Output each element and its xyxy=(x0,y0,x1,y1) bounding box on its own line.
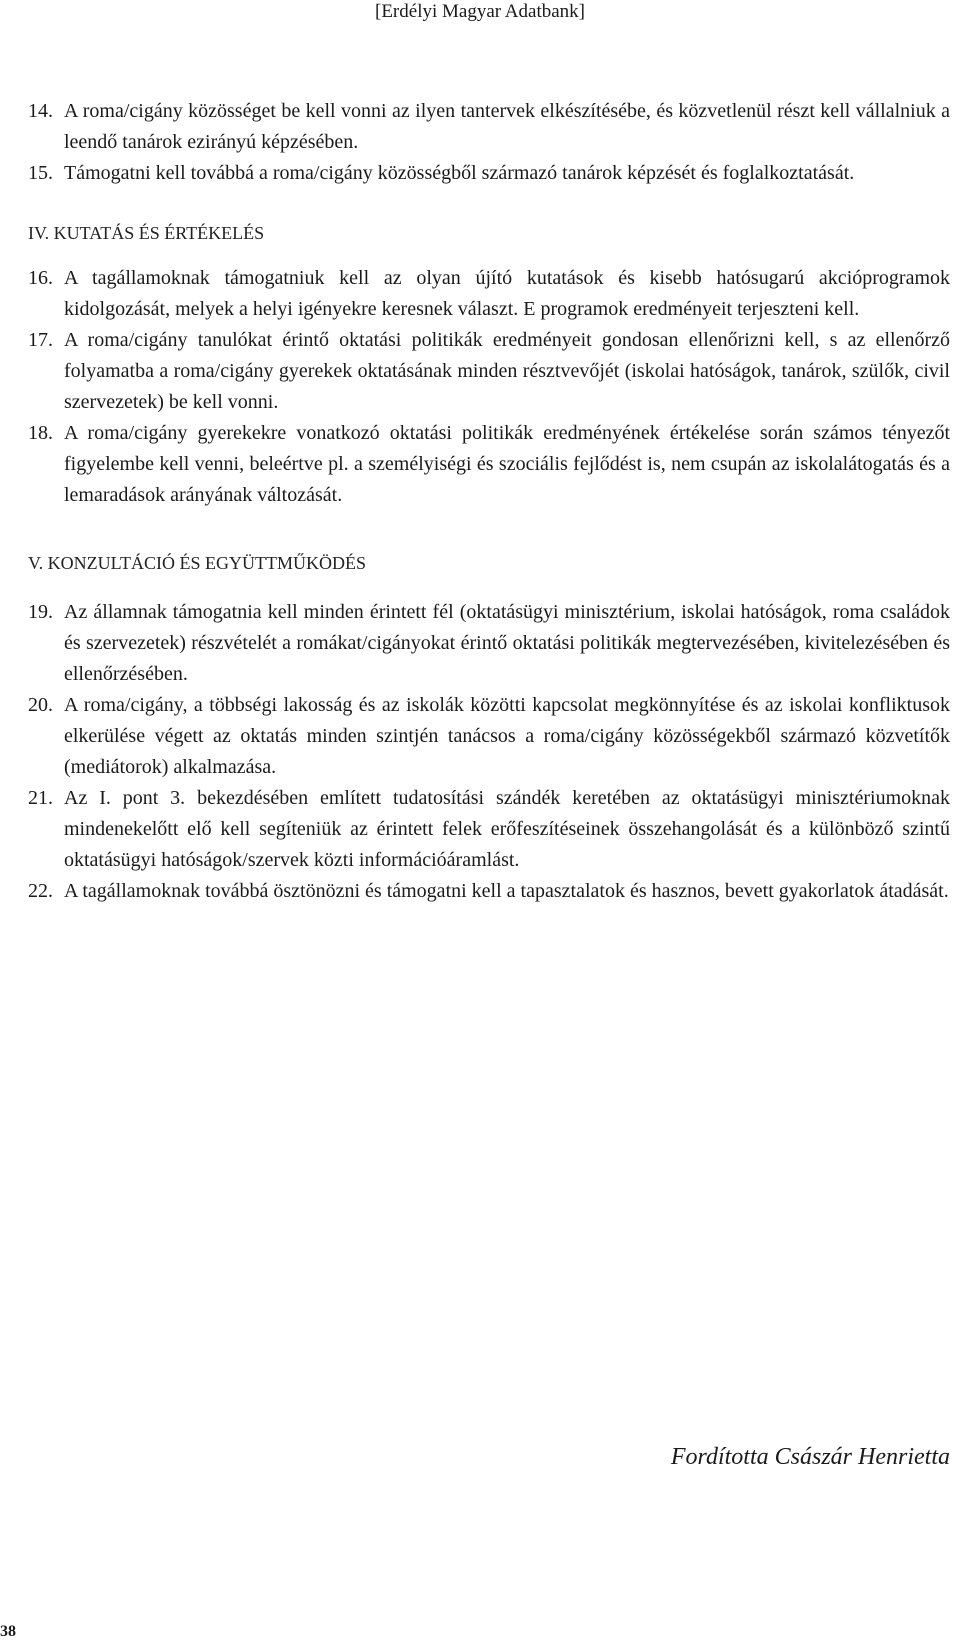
section-heading-consultation: V. KONZULTÁCIÓ ÉS EGYÜTTMŰKÖDÉS xyxy=(28,553,367,573)
translator-signature: Fordította Császár Henrietta xyxy=(670,1444,950,1470)
item-text: Támogatni kell továbbá a roma/cigány közösségből származó tanárok képzését és foglalkoztatását. xyxy=(64,162,855,184)
item-text: A roma/cigány gyerekekre vonatkozó oktatási politikák eredményének értékelése során számos tényezőt figyelembe kell venni, beleértve pl. a személyiségi és szociális fejlődést is, nem csupán az iskolalátogatás és a lemaradások arányának változását. xyxy=(64,422,950,506)
list-item xyxy=(28,418,950,511)
item-text: A tagállamoknak támogatniuk kell az olyan újító kutatások és kisebb hatósugarú akcióprogramok kidolgozását, melyek a helyi igényekre keresnek választ. E programok eredményeit terjeszteni kell. xyxy=(64,267,950,320)
item-text: Az I. pont 3. bekezdésében említett tudatosítási szándék keretében az oktatásügyi minisztériumoknak mindenekelőtt elő kell segíteniük az érintett felek erőfeszítéseinek összehangolását és a különböző szintű oktatásügyi hatóságok/szervek közti információáramlást. xyxy=(64,787,950,871)
spacer xyxy=(28,575,950,597)
item-number: 20. xyxy=(28,694,53,716)
list-item xyxy=(28,783,950,876)
item-text: A roma/cigány közösséget be kell vonni az ilyen tantervek elkészítésébe, és közvetlenül részt kell vállalniuk a leendő tanárok ezirányú képzésében. xyxy=(64,100,950,153)
item-text: A roma/cigány, a többségi lakosság és az iskolák közötti kapcsolat megkönnyítése és az iskolai konfliktusok elkerülése végett az oktatás minden szintjén tanácsos a roma/cigány közösségekből származó közvetítők (mediátorok) alkalmazása. xyxy=(64,694,950,778)
list-item xyxy=(28,597,950,690)
list-item xyxy=(28,690,950,783)
list-item xyxy=(28,263,950,325)
item-text: Az államnak támogatnia kell minden érintett fél (oktatásügyi minisztérium, iskolai hatóságok, roma családok és szervezetek) részvételét a romákat/cigányokat érintő oktatási politikák megtervezésében, kivitelezésében és ellenőrzésében. xyxy=(64,601,950,685)
spacer xyxy=(28,511,950,551)
section-heading-research: IV. KUTATÁS ÉS ÉRTÉKELÉS xyxy=(28,223,265,243)
list-item xyxy=(28,158,950,189)
running-header xyxy=(0,0,960,24)
page-number: 38 xyxy=(0,1623,16,1640)
item-text: A tagállamoknak továbbá ösztönözni és támogatni kell a tapasztalatok és hasznos, bevett gyakorlatok átadását. xyxy=(64,880,949,902)
item-number: 16. xyxy=(28,267,53,289)
spacer xyxy=(28,245,950,263)
list-item xyxy=(28,96,950,158)
running-title: [Erdélyi Magyar Adatbank] xyxy=(375,1,585,22)
item-number: 14. xyxy=(28,100,53,122)
item-text: A roma/cigány tanulókat érintő oktatási politikák eredményeit gondosan ellenőrizni kell, s az ellenőrző folyamatba a roma/cigány gyerekek oktatásának minden résztvevőjét (iskolai hatóságok, tanárok, szülők, civil szervezetek) be kell vonni. xyxy=(64,329,950,413)
item-number: 19. xyxy=(28,601,53,623)
list-item xyxy=(28,876,950,907)
document-body xyxy=(28,96,950,907)
item-number: 22. xyxy=(28,880,53,902)
item-number: 17. xyxy=(28,329,53,351)
list-item xyxy=(28,325,950,418)
spacer xyxy=(28,189,950,221)
item-number: 18. xyxy=(28,422,53,444)
item-number: 21. xyxy=(28,787,53,809)
item-number: 15. xyxy=(28,162,53,184)
